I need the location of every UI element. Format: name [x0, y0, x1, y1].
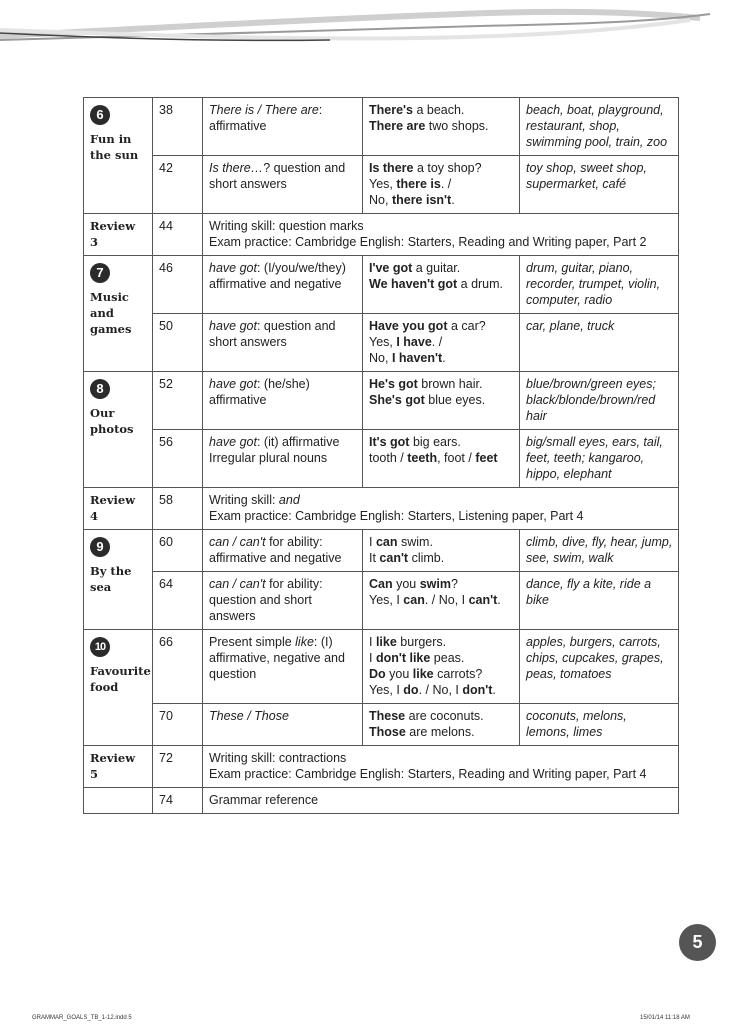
- unit-title: Our photos: [90, 406, 134, 436]
- footer-timestamp: 15/01/14 11:18 AM: [640, 1015, 690, 1021]
- text-segment: feet: [475, 451, 498, 465]
- review-label: Review 4: [84, 488, 153, 530]
- page-cell: 56: [153, 430, 203, 488]
- text-segment: don't: [462, 683, 493, 697]
- text-segment: swim: [419, 577, 451, 591]
- grammar-cell: [203, 256, 363, 314]
- vocabulary-cell: [520, 314, 679, 372]
- text-segment: ? question and short answers: [209, 161, 346, 191]
- text-segment: don't like: [375, 651, 431, 665]
- vocabulary-text: blue/brown/green eyes; black/blonde/brown/red hair: [526, 377, 656, 423]
- text-segment: Present simple: [209, 635, 296, 649]
- vocabulary-cell: [520, 704, 679, 746]
- unit-title: Fun in the sun: [90, 132, 139, 162]
- text-segment: Exam practice: Cambridge English: Starters, Reading and Writing paper, Part 2: [209, 235, 647, 249]
- vocabulary-cell: [520, 572, 679, 630]
- text-segment: can't: [468, 593, 498, 607]
- page-cell: 50: [153, 314, 203, 372]
- vocabulary-text: coconuts, melons, lemons, limes: [526, 709, 627, 739]
- text-segment: Those: [369, 725, 406, 739]
- review-content-cell: [203, 488, 679, 530]
- review-label: Review 3: [84, 214, 153, 256]
- grammar-cell: [203, 630, 363, 704]
- unit-cell: [84, 630, 153, 746]
- page-cell: 38: [153, 98, 203, 156]
- text-segment: like: [295, 635, 314, 649]
- examples-cell: [363, 156, 520, 214]
- text-segment: .: [497, 593, 501, 607]
- text-segment: a toy shop?: [413, 161, 482, 175]
- grammar-cell: [203, 98, 363, 156]
- review-label: [84, 788, 153, 814]
- examples-cell: [363, 256, 520, 314]
- text-segment: These / Those: [209, 709, 289, 723]
- review-row: [84, 788, 679, 814]
- contents-table: [83, 97, 679, 814]
- grammar-cell: [203, 156, 363, 214]
- text-segment: can't: [379, 551, 409, 565]
- text-segment: No,: [369, 193, 392, 207]
- text-segment: There's: [369, 103, 413, 117]
- text-segment: : (I) affirmative, negative and question: [209, 635, 345, 681]
- grammar-cell: [203, 704, 363, 746]
- vocabulary-text: car, plane, truck: [526, 319, 615, 333]
- text-segment: you: [392, 577, 420, 591]
- text-segment: are melons.: [405, 725, 475, 739]
- text-segment: .: [451, 193, 455, 207]
- text-segment: Writing skill: contractions: [209, 751, 347, 765]
- text-segment: I: [369, 535, 376, 549]
- text-segment: tooth /: [369, 451, 408, 465]
- text-segment: : affirmative: [209, 103, 323, 133]
- text-segment: Yes,: [369, 335, 397, 349]
- text-segment: There are: [369, 119, 426, 133]
- unit-title: By the sea: [90, 564, 132, 594]
- lesson-row: [84, 256, 679, 314]
- text-segment: I: [369, 651, 376, 665]
- unit-number-badge: 9: [90, 537, 110, 557]
- text-segment: Exam practice: Cambridge English: Starters, Listening paper, Part 4: [209, 509, 584, 523]
- vocabulary-text: climb, dive, fly, hear, jump, see, swim, walk: [526, 535, 673, 565]
- examples-cell: [363, 530, 520, 572]
- lesson-row: [84, 372, 679, 430]
- footer-file-info: GRAMMAR_GOALS_TB_1-12.indd 5: [32, 1015, 132, 1021]
- lesson-row: [84, 530, 679, 572]
- vocabulary-cell: [520, 156, 679, 214]
- review-row: [84, 488, 679, 530]
- unit-cell: [84, 530, 153, 630]
- text-segment: like: [412, 667, 434, 681]
- text-segment: ?: [451, 577, 458, 591]
- text-segment: We haven't got: [369, 277, 458, 291]
- lesson-row: [84, 98, 679, 156]
- vocabulary-text: drum, guitar, piano, recorder, trumpet, violin, computer, radio: [526, 261, 661, 307]
- text-segment: peas.: [430, 651, 465, 665]
- vocabulary-cell: [520, 98, 679, 156]
- page-number-badge: 5: [679, 924, 716, 961]
- text-segment: . / No, I: [418, 683, 463, 697]
- page-cell: 46: [153, 256, 203, 314]
- vocabulary-text: toy shop, sweet shop, supermarket, café: [526, 161, 647, 191]
- vocabulary-text: apples, burgers, carrots, chips, cupcakes, grapes, peas, tomatoes: [526, 635, 664, 681]
- vocabulary-cell: [520, 256, 679, 314]
- text-segment: I have: [396, 335, 432, 349]
- lesson-row: [84, 156, 679, 214]
- unit-title: Music and games: [90, 290, 132, 336]
- page-cell: 42: [153, 156, 203, 214]
- text-segment: have got: [209, 377, 257, 391]
- examples-cell: [363, 430, 520, 488]
- unit-number-badge: 8: [90, 379, 110, 399]
- text-segment: : question and short answers: [209, 319, 336, 349]
- text-segment: , foot /: [437, 451, 476, 465]
- grammar-cell: [203, 430, 363, 488]
- page-cell: 60: [153, 530, 203, 572]
- text-segment: . /: [440, 177, 452, 191]
- text-segment: like: [375, 635, 397, 649]
- text-segment: can / can't: [209, 577, 266, 591]
- grammar-cell: [203, 530, 363, 572]
- review-row: [84, 214, 679, 256]
- text-segment: teeth: [407, 451, 438, 465]
- review-content-cell: [203, 788, 679, 814]
- text-segment: swim.: [397, 535, 433, 549]
- text-segment: It's got: [369, 435, 410, 449]
- page-cell: 66: [153, 630, 203, 704]
- unit-cell: [84, 256, 153, 372]
- text-segment: . /: [431, 335, 443, 349]
- text-segment: . / No, I: [424, 593, 469, 607]
- text-segment: do: [403, 683, 419, 697]
- text-segment: Have you got: [369, 319, 448, 333]
- header-swoosh-decoration: [0, 0, 736, 60]
- text-segment: two shops.: [425, 119, 489, 133]
- text-segment: Yes,: [369, 177, 397, 191]
- examples-cell: [363, 314, 520, 372]
- text-segment: for ability: question and short answers: [209, 577, 323, 623]
- text-segment: and: [278, 493, 300, 507]
- text-segment: She's got: [369, 393, 425, 407]
- examples-cell: [363, 572, 520, 630]
- lesson-row: [84, 314, 679, 372]
- text-segment: blue eyes.: [424, 393, 486, 407]
- text-segment: Yes, I: [369, 593, 404, 607]
- text-segment: : (I/you/we/they) affirmative and negative: [209, 261, 346, 291]
- text-segment: Can: [369, 577, 393, 591]
- lesson-row: [84, 430, 679, 488]
- text-segment: have got: [209, 319, 257, 333]
- text-segment: Grammar reference: [209, 793, 319, 807]
- text-segment: burgers.: [396, 635, 447, 649]
- review-content-cell: [203, 214, 679, 256]
- text-segment: .: [442, 351, 446, 365]
- examples-cell: [363, 704, 520, 746]
- text-segment: you: [385, 667, 413, 681]
- unit-cell: [84, 372, 153, 488]
- page-cell: 58: [153, 488, 203, 530]
- unit-title: Favourite food: [90, 664, 151, 694]
- text-segment: brown hair.: [417, 377, 483, 391]
- page-cell: 52: [153, 372, 203, 430]
- lesson-row: [84, 630, 679, 704]
- text-segment: Exam practice: Cambridge English: Starters, Reading and Writing paper, Part 4: [209, 767, 647, 781]
- text-segment: I: [369, 635, 376, 649]
- text-segment: I've got: [369, 261, 413, 275]
- text-segment: Do: [369, 667, 386, 681]
- text-segment: can: [375, 535, 398, 549]
- text-segment: a beach.: [412, 103, 465, 117]
- lesson-row: [84, 704, 679, 746]
- text-segment: There is / There are: [209, 103, 319, 117]
- review-row: [84, 746, 679, 788]
- text-segment: No,: [369, 351, 392, 365]
- vocabulary-text: beach, boat, playground, restaurant, shop, swimming pool, train, zoo: [526, 103, 668, 149]
- text-segment: Writing skill: question marks: [209, 219, 364, 233]
- examples-cell: [363, 98, 520, 156]
- text-segment: have got: [209, 435, 257, 449]
- vocabulary-cell: [520, 530, 679, 572]
- text-segment: there isn't: [391, 193, 452, 207]
- page-cell: 64: [153, 572, 203, 630]
- text-segment: are coconuts.: [405, 709, 484, 723]
- text-segment: have got: [209, 261, 257, 275]
- grammar-cell: [203, 572, 363, 630]
- review-label: Review 5: [84, 746, 153, 788]
- text-segment: He's got: [369, 377, 418, 391]
- text-segment: a drum.: [457, 277, 504, 291]
- review-content-cell: [203, 746, 679, 788]
- text-segment: Yes, I: [369, 683, 404, 697]
- page-cell: 70: [153, 704, 203, 746]
- page-cell: 44: [153, 214, 203, 256]
- text-segment: big ears.: [409, 435, 461, 449]
- page-cell: 72: [153, 746, 203, 788]
- vocabulary-cell: [520, 430, 679, 488]
- text-segment: climb.: [408, 551, 445, 565]
- unit-number-badge: 6: [90, 105, 110, 125]
- text-segment: I haven't: [391, 351, 443, 365]
- examples-cell: [363, 372, 520, 430]
- text-segment: These: [369, 709, 406, 723]
- text-segment: Writing skill:: [209, 493, 279, 507]
- unit-number-badge: 7: [90, 263, 110, 283]
- text-segment: a car?: [447, 319, 486, 333]
- text-segment: Irregular plural nouns: [209, 451, 328, 465]
- unit-cell: [84, 98, 153, 214]
- text-segment: there is: [396, 177, 441, 191]
- text-segment: : (it) affirmative: [256, 435, 340, 449]
- lesson-row: [84, 572, 679, 630]
- text-segment: carrots?: [433, 667, 483, 681]
- vocabulary-text: dance, fly a kite, ride a bike: [526, 577, 652, 607]
- examples-cell: [363, 630, 520, 704]
- grammar-cell: [203, 372, 363, 430]
- text-segment: a guitar.: [412, 261, 461, 275]
- text-segment: can: [403, 593, 425, 607]
- text-segment: .: [492, 683, 496, 697]
- text-segment: It: [369, 551, 380, 565]
- vocabulary-cell: [520, 372, 679, 430]
- text-segment: Is there: [369, 161, 414, 175]
- grammar-cell: [203, 314, 363, 372]
- page-cell: 74: [153, 788, 203, 814]
- vocabulary-cell: [520, 630, 679, 704]
- text-segment: for ability: affirmative and negative: [209, 535, 342, 565]
- text-segment: Is there…: [209, 161, 264, 175]
- text-segment: : (he/she) affirmative: [209, 377, 310, 407]
- unit-number-badge: 10: [90, 637, 110, 657]
- vocabulary-text: big/small eyes, ears, tail, feet, teeth; kangaroo, hippo, elephant: [526, 435, 663, 481]
- text-segment: can / can't: [209, 535, 266, 549]
